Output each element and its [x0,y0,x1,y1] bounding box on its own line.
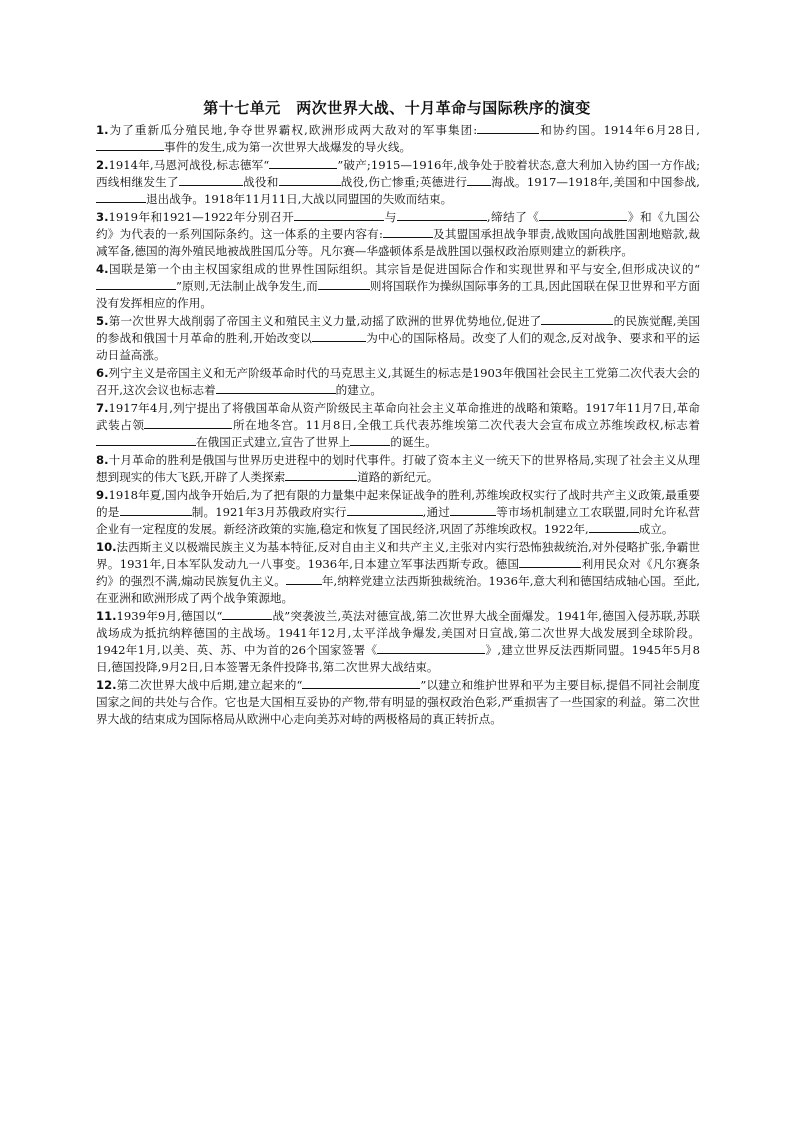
answer-blank[interactable] [286,573,322,585]
question-text: 》和《九国公约》为代表的一系列国际条约。这一体系的主要内容有: [96,210,700,241]
question-text: 的建立。 [335,383,383,397]
question-item [96,487,700,538]
question-text: 等市场机制建立工农联盟,同时允许私营企业有一定程度的发展。新经济政策的实施,稳定和恢复了国民经济,巩固了苏维埃政权。1922年, [96,505,700,536]
question-text: 与 [384,210,397,224]
question-text: 》,建立世界反法西斯同盟。1945年5月8日,德国投降,9月2日,日本签署无条件投降书,第二次世界大战结束。 [96,643,700,674]
question-item [96,400,700,451]
question-text: 战役和 [242,175,279,189]
question-item [96,365,700,399]
answer-blank[interactable] [179,174,243,186]
question-text: 的诞生。 [390,435,437,449]
question-number: 2. [96,158,109,172]
answer-blank[interactable] [350,434,390,446]
answer-blank[interactable] [467,174,491,186]
question-item [96,452,700,486]
question-text: 则将国联作为操纵国际事务的工具,因此国联在保卫世界和平方面没有发挥相应的作用。 [96,279,700,310]
question-text: 1918年夏,国内战争开始后,为了把有限的力量集中起来保证战争的胜利,苏维埃政权实行了战时共产主义政策,最重要的是 [96,488,700,519]
answer-blank[interactable] [222,608,272,620]
answer-blank[interactable] [377,642,485,654]
question-text: 及其盟国承担战争罪责,战败国向战胜国割地赔款,裁减军备,德国的海外殖民地被战胜国瓜分等。凡尔赛—华盛顿体系是战胜国以强权政治原则建立的新秩序。 [96,227,700,258]
answer-blank[interactable] [477,122,539,134]
question-number: 1. [96,123,109,137]
question-text: 国联是第一个由主权国家组成的世界性国际组织。其宗旨是促进国际合作和实现世界和平与安全,但形成决议的“ [108,262,700,276]
question-text: ,通过 [422,505,451,519]
answer-blank[interactable] [96,191,146,203]
question-text: 十月革命的胜利是俄国与世界历史进程中的划时代事件。打破了资本主义一统天下的世界格局,实现了社会主义从理想到现实的伟大飞跃,开辟了人类探索 [96,453,700,484]
answer-blank[interactable] [539,209,627,221]
question-text: 成立。 [638,522,674,536]
question-number: 6. [96,366,109,380]
answer-blank[interactable] [96,434,196,446]
question-text: ”以建立和维护世界和平为主要目标,提倡不同社会制度国家之间的共处与合作。它也是大国相互妥协的产物,带有明显的强权政治色彩,严重损害了一些国家的利益。第二次世界大战的结束成为国际格局从欧洲中心走向美苏对峙的两极格局的真正转折点。 [96,678,700,726]
question-text: 战”突袭波兰,英法对德宣战,第二次世界大战全面爆发。1941年,德国入侵苏联,苏联战场成为抵抗纳粹德国的主战场。1941年12月,太平洋战争爆发,美国对日宣战,第二次世界大战发展到全球阶段。1942年1月,以美、英、苏、中为首的26个国家签署《 [96,609,700,657]
question-item [96,122,700,156]
question-item [96,313,700,364]
question-item [96,539,700,607]
question-text: 为了重新瓜分殖民地,争夺世界霸权,欧洲形成两大敌对的军事集团: [108,123,478,137]
question-text: 列宁主义是帝国主义和无产阶级革命时代的马克思主义,其诞生的标志是1903年俄国社会民主工党第二次代表大会的召开,这次会议也标志着 [96,366,700,397]
question-number: 4. [96,262,109,276]
question-text: 第一次世界大战削弱了帝国主义和殖民主义力量,动摇了欧洲的世界优势地位,促进了 [108,314,542,328]
question-text: 1914年,马恩河战役,标志德军“ [108,158,270,172]
question-text: 1939年9月,德国以“ [116,609,223,623]
question-number: 10. [96,540,117,554]
answer-blank[interactable] [541,313,613,325]
question-number: 5. [96,314,109,328]
question-number: 9. [96,488,109,502]
answer-blank[interactable] [279,174,341,186]
answer-blank[interactable] [318,278,370,290]
answer-blank[interactable] [589,521,639,533]
answer-blank[interactable] [294,209,384,221]
question-item [96,608,700,676]
question-text: 事件的发生,成为第一次世界大战爆发的导火线。 [164,140,412,154]
answer-blank[interactable] [120,504,192,516]
question-text: 在俄国正式建立,宣告了世界上 [196,435,351,449]
question-item [96,677,700,728]
answer-blank[interactable] [347,504,423,516]
answer-blank[interactable] [96,278,176,290]
question-text: 1917年4月,列宁提出了将俄国革命从资产阶级民主革命向社会主义革命推进的战略和策略。1917年11月7日,革命武装占领 [96,401,700,432]
question-text: 年,纳粹党建立法西斯独裁统治。1936年,意大利和德国结成轴心国。至此,在亚洲和欧洲形成了两个战争策源地。 [96,574,700,605]
question-list [96,122,700,729]
question-text: ,缔结了《 [486,210,540,224]
answer-blank[interactable] [144,417,232,429]
question-item [96,261,700,312]
answer-blank[interactable] [302,677,420,689]
question-text: 海战。1917—1918年,美国和中国参战, [491,175,700,189]
answer-blank[interactable] [383,226,433,238]
question-text: 退出战争。1918年11月11日,大战以同盟国的失败而结束。 [146,192,453,206]
question-text: 道路的新纪元。 [357,470,439,484]
question-text: 制。1921年3月苏俄政府实行 [191,505,347,519]
question-text: 法西斯主义以极端民族主义为基本特征,反对自由主义和共产主义,主张对内实行恐怖独裁统治,对外侵略扩张,争霸世界。1931年,日本军队发动九一八事变。1936年,日本建立军事法西斯专政。德国 [96,540,700,571]
question-item [96,209,700,260]
question-number: 11. [96,609,117,623]
question-number: 12. [96,678,117,692]
answer-blank[interactable] [96,139,164,151]
question-number: 7. [96,401,109,415]
question-item [96,157,700,208]
question-text: 利用民众对《凡尔赛条约》的强烈不满,煽动民族复仇主义。 [96,557,700,588]
answer-blank[interactable] [450,504,496,516]
page-title: 第十七单元 两次世界大战、十月革命与国际秩序的演变 [203,99,591,117]
answer-blank[interactable] [285,469,357,481]
answer-blank[interactable] [216,382,336,394]
answer-blank[interactable] [397,209,487,221]
answer-blank[interactable] [519,556,581,568]
question-text: 的民族觉醒,美国的参战和俄国十月革命的胜利,开始改变以 [96,314,701,345]
question-number: 3. [96,210,109,224]
question-number: 8. [96,453,109,467]
question-text: 战役,伤亡惨重;英德进行 [340,175,468,189]
question-text: 1919年和1921—1922年分别召开 [108,210,295,224]
question-text: 为中心的国际格局。改变了人们的观念,反对战争、要求和平的运动日益高涨。 [96,331,701,362]
question-text: ”破产;1915—1916年,战争处于胶着状态,意大利加入协约国一方作战;西线相继发生了 [96,158,700,189]
question-text: 和协约国。1914年6月28日, [539,123,700,137]
question-text: ”原则,无法制止战争发生,而 [176,279,318,293]
answer-blank[interactable] [312,330,366,342]
question-text: 第二次世界大战中后期,建立起来的“ [116,678,303,692]
answer-blank[interactable] [269,157,337,169]
question-text: 所在地冬宫。11月8日,全俄工兵代表苏维埃第二次代表大会宣布成立苏维埃政权,标志着 [232,418,700,432]
